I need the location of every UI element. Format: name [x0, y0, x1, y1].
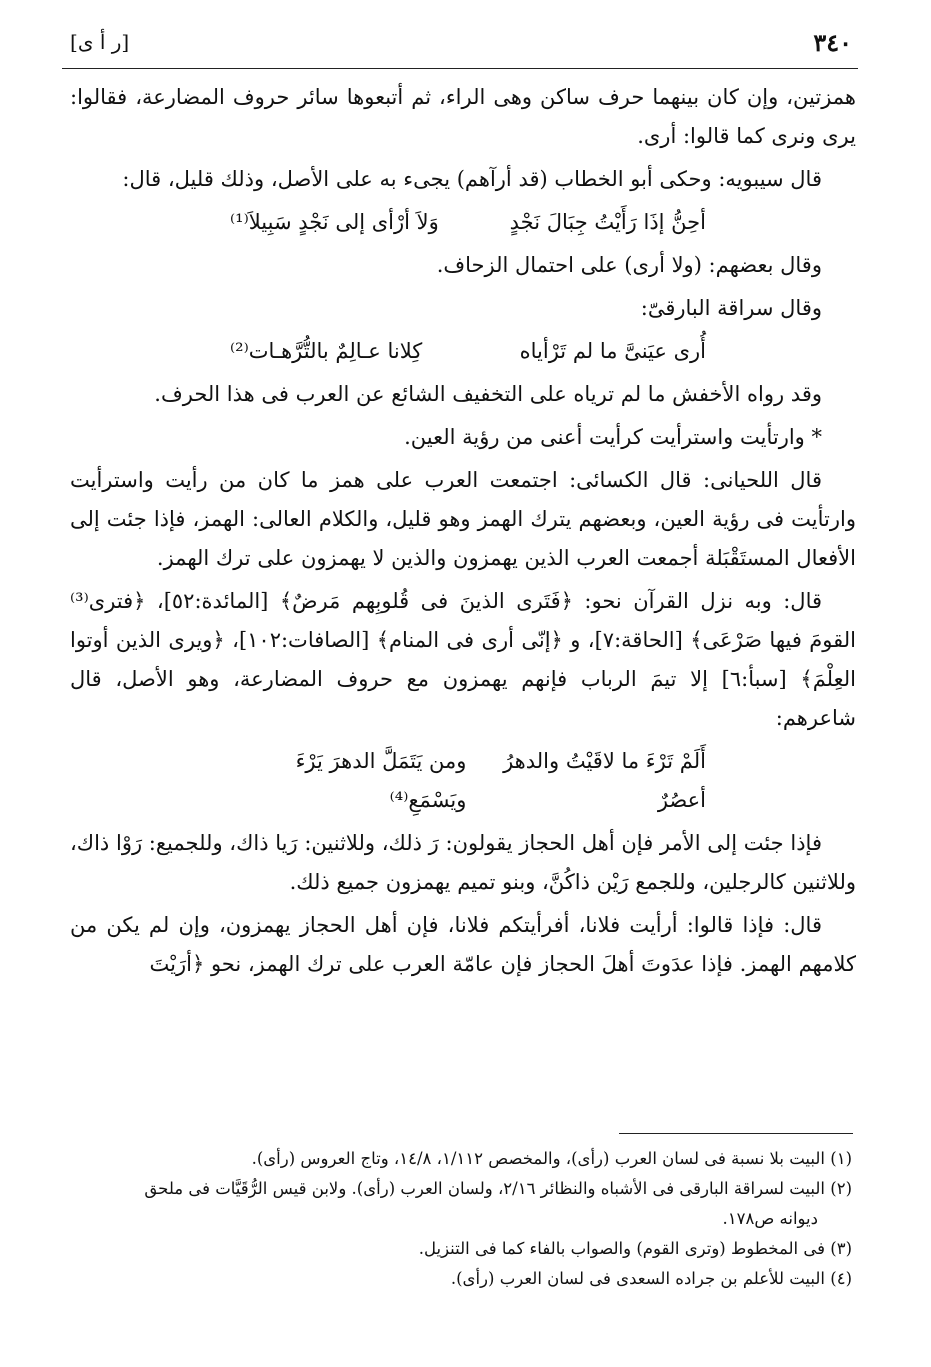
verse-hemistich: أحِنُّ إذَا رَأَيْتُ جِبَالَ نَجْدٍ: [509, 210, 706, 234]
paragraph: وقال بعضهم: (ولا أرى) على احتمال الزحاف.: [436, 253, 822, 277]
verse-line: [70, 332, 856, 371]
verse-hemistich: ومن يَتَمَلَّ الدهرَ يَرْءَ ويَسْمَعِ⁽⁴⁾: [295, 749, 467, 812]
verse-hemistich: أُرى عيَنىَّ ما لم تَرْأياه: [519, 339, 706, 363]
verse-line: [70, 742, 856, 820]
footnote: (٤) البيت للأعلم بن جراده السعدى فى لسان العرب (رأى).: [450, 1269, 852, 1288]
paragraph: * وارتأيت واسترأيت كرأيت أعنى من رؤية العين.: [404, 425, 822, 449]
paragraph: همزتين، وإن كان بينهما حرف ساكن وهى الراء، ثم أتبعوها سائر حروف المضارعة، فقالوا: يرى ونرى كما قالوا: أرى.: [70, 85, 856, 148]
paragraph: قال اللحيانى: قال الكسائى: اجتمعت العرب على همز ما كان من رأيت واسترأيت وارتأيت فى رؤية العين، وبعضهم يترك الهمز وهو قليل، والكلام العالى: الهمز، فإذا جئت إلى الأفعال المستَقْبَلة أجمعت العرب الذين يهمزون والذين لا يهمزون على ترك الهمز.: [70, 468, 856, 570]
verse-hemistich: وَلاَ أرْأى إلى نَجْدٍ سَبِيلاَ⁽¹⁾: [230, 210, 439, 234]
page-number: ٣٤٠: [813, 28, 852, 57]
paragraph: وقد رواه الأخفش ما لم ترياه على التخفيف الشائع عن العرب فى هذا الحرف.: [154, 382, 822, 406]
footnotes: [84, 1145, 852, 1295]
footnote-rule: [619, 1133, 853, 1134]
paragraph: فإذا جئت إلى الأمر فإن أهل الحجاز يقولون: رَ ذلك، وللاثنين: رَيا ذاك، وللجميع: رَوْا ذاك، وللاثنين كالرجلين، وللجمع رَيْن ذاكُنَّ، وبنو تميم يهمزون جميع ذلك.: [70, 831, 856, 894]
footnote: (٣) فى المخطوط (وترى القوم) والصواب بالفاء كما فى التنزيل.: [418, 1239, 852, 1258]
verse-line: [70, 203, 856, 242]
paragraph: وقال سراقة البارقىّ:: [640, 296, 822, 320]
paragraph: قال سيبويه: وحكى أبو الخطاب (قد أرآهم) يجىء به على الأصل، وذلك قليل، قال:: [122, 167, 822, 191]
main-text: [70, 78, 856, 988]
header-rule: [62, 68, 858, 69]
verse-hemistich: كِلانا عـالِمٌ بالتُّرَّهـات⁽²⁾: [230, 339, 423, 363]
paragraph: قال: وبه نزل القرآن نحو: ﴿فَتَرى الذينَ فى قُلوبِهم مَرضٌ﴾ [المائدة:٥٢]، ﴿فترى⁽³⁾ القومَ فيها صَرْعَى﴾ [الحاقة:٧]، و ﴿إنّى أرى فى المنام﴾ [الصافات:١٠٢]، ﴿ويرى الذين أوتوا العِلْمَ﴾ [سبأ:٦] إلا تيمَ الرباب فإنهم يهمزون مع حروف المضارعة، وهو الأصل، قال شاعرهم:: [70, 589, 857, 730]
running-header: [70, 28, 852, 68]
footnote: (٢) البيت لسراقة البارقى فى الأشباه والنظائر ٢/١٦، ولسان العرب (رأى). ولابن قيس الرُّقَيَّات فى ملحق: [144, 1179, 852, 1198]
footnote: (١) البيت بلا نسبة فى لسان العرب (رأى)، والمخصص ١/١١٢، ١٤/٨، وتاج العروس (رأى).: [251, 1149, 852, 1168]
section-root: [ر أ ى]: [70, 30, 130, 54]
paragraph: قال: فإذا قالوا: أرأيت فلانا، أفرأيتكم فلانا، فإن أهل الحجاز يهمزون، وإن لم يكن من كلامهم الهمز. فإذا عدَوتَ أهلَ الحجاز فإن عامّة العرب على ترك الهمز، نحو ﴿أرَيْتَ: [70, 913, 856, 976]
verse-hemistich: أَلَمْ تَرْءَ ما لاقَيْتُ والدهرُ أعصُرٌ: [503, 749, 706, 812]
footnote-continuation: ديوانه ص١٧٨.: [722, 1209, 818, 1228]
